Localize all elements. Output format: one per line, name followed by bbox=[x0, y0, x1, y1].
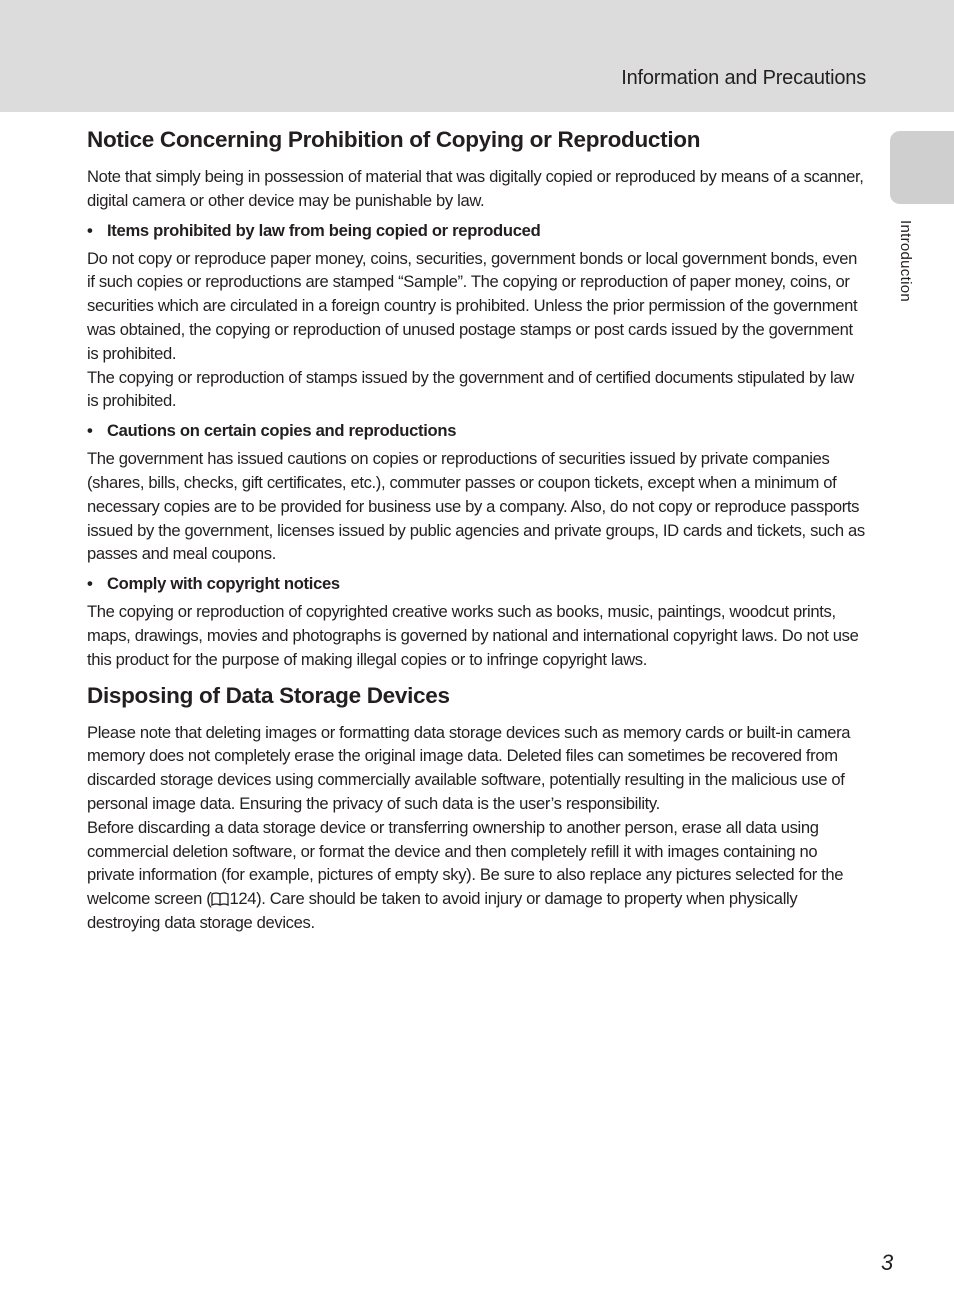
bullet-heading-text: Cautions on certain copies and reproductions bbox=[107, 421, 457, 441]
section-title-disposing: Disposing of Data Storage Devices bbox=[87, 682, 450, 708]
content bbox=[87, 124, 865, 935]
section-intro: Note that simply being in possession of material that was digitally copied or reproduced by means of a scanner, digital camera or other device may be punishable by law. bbox=[87, 167, 864, 210]
bullet-heading bbox=[87, 572, 865, 596]
paragraph: Please note that deleting images or formatting data storage devices such as memory cards or built-in camera memory does not completely erase the original image data. Deleted files can sometimes be recovered from discarded storage devices using commercially available software, potentially resulting in the malicious use of personal image data. Ensuring the privacy of such data is the user’s responsibility. bbox=[87, 722, 851, 813]
paragraph: Do not copy or reproduce paper money, coins, securities, government bonds or local government bonds, even if such copies or reproductions are stamped “Sample”. The copying or reproduction of paper money, coins, or securities which are circulated in a foreign country is prohibited. Unless the prior permission of the government was obtained, the copying or reproduction of unused postage stamps or post cards issued by the government is prohibited. bbox=[87, 248, 858, 363]
paragraph bbox=[87, 816, 865, 935]
bullet-heading-text: Items prohibited by law from being copied or reproduced bbox=[107, 220, 541, 240]
section-tab-label: Introduction bbox=[897, 220, 914, 302]
page-reference[interactable]: 124 bbox=[229, 889, 257, 909]
bullet-heading bbox=[87, 419, 865, 443]
paragraph: The government has issued cautions on copies or reproductions of securities issued by private companies (shares, bills, checks, gift certificates, etc.), commuter passes or coupon tickets, except when a minimum of necessary copies are to be provided for business use by a company. Also, do not copy or reproduce passports issued by the government, licenses issued by public agencies and private groups, ID cards and tickets, such as passes and meal coupons. bbox=[87, 449, 865, 564]
bullet-dot: • bbox=[87, 220, 93, 240]
paragraph: The copying or reproduction of copyrighted creative works such as books, music, paintings, woodcut prints, maps, drawings, movies and photographs is governed by national and international copyright laws. Do not use this product for the purpose of making illegal copies or to infringe copyright laws. bbox=[87, 602, 859, 669]
text: ). Care should be taken to avoid injury or damage to property when physically destroying data storage devices. bbox=[87, 889, 798, 932]
text: Before discarding a data storage device or transferring ownership to another person, erase all data using commercial deletion software, or format the device and then completely refill it with images containing no private information (for example, pictures of empty sky). Be sure to also replace any pictures selected for the welcome screen ( bbox=[87, 817, 844, 909]
page-number: 3 bbox=[881, 1250, 894, 1275]
bullet-dot: • bbox=[87, 574, 93, 594]
section-tab bbox=[890, 131, 954, 204]
section-title-copying: Notice Concerning Prohibition of Copying or Reproduction bbox=[87, 127, 701, 152]
bullet-heading-text: Comply with copyright notices bbox=[107, 574, 340, 594]
header-title: Information and Precautions bbox=[621, 67, 866, 89]
paragraph: The copying or reproduction of stamps issued by the government and of certified documents stipulated by law is prohibited. bbox=[87, 367, 854, 411]
bullet-heading bbox=[87, 219, 865, 243]
book-reference-icon bbox=[211, 892, 229, 906]
header-bar bbox=[0, 0, 954, 112]
bullet-dot: • bbox=[87, 421, 93, 441]
